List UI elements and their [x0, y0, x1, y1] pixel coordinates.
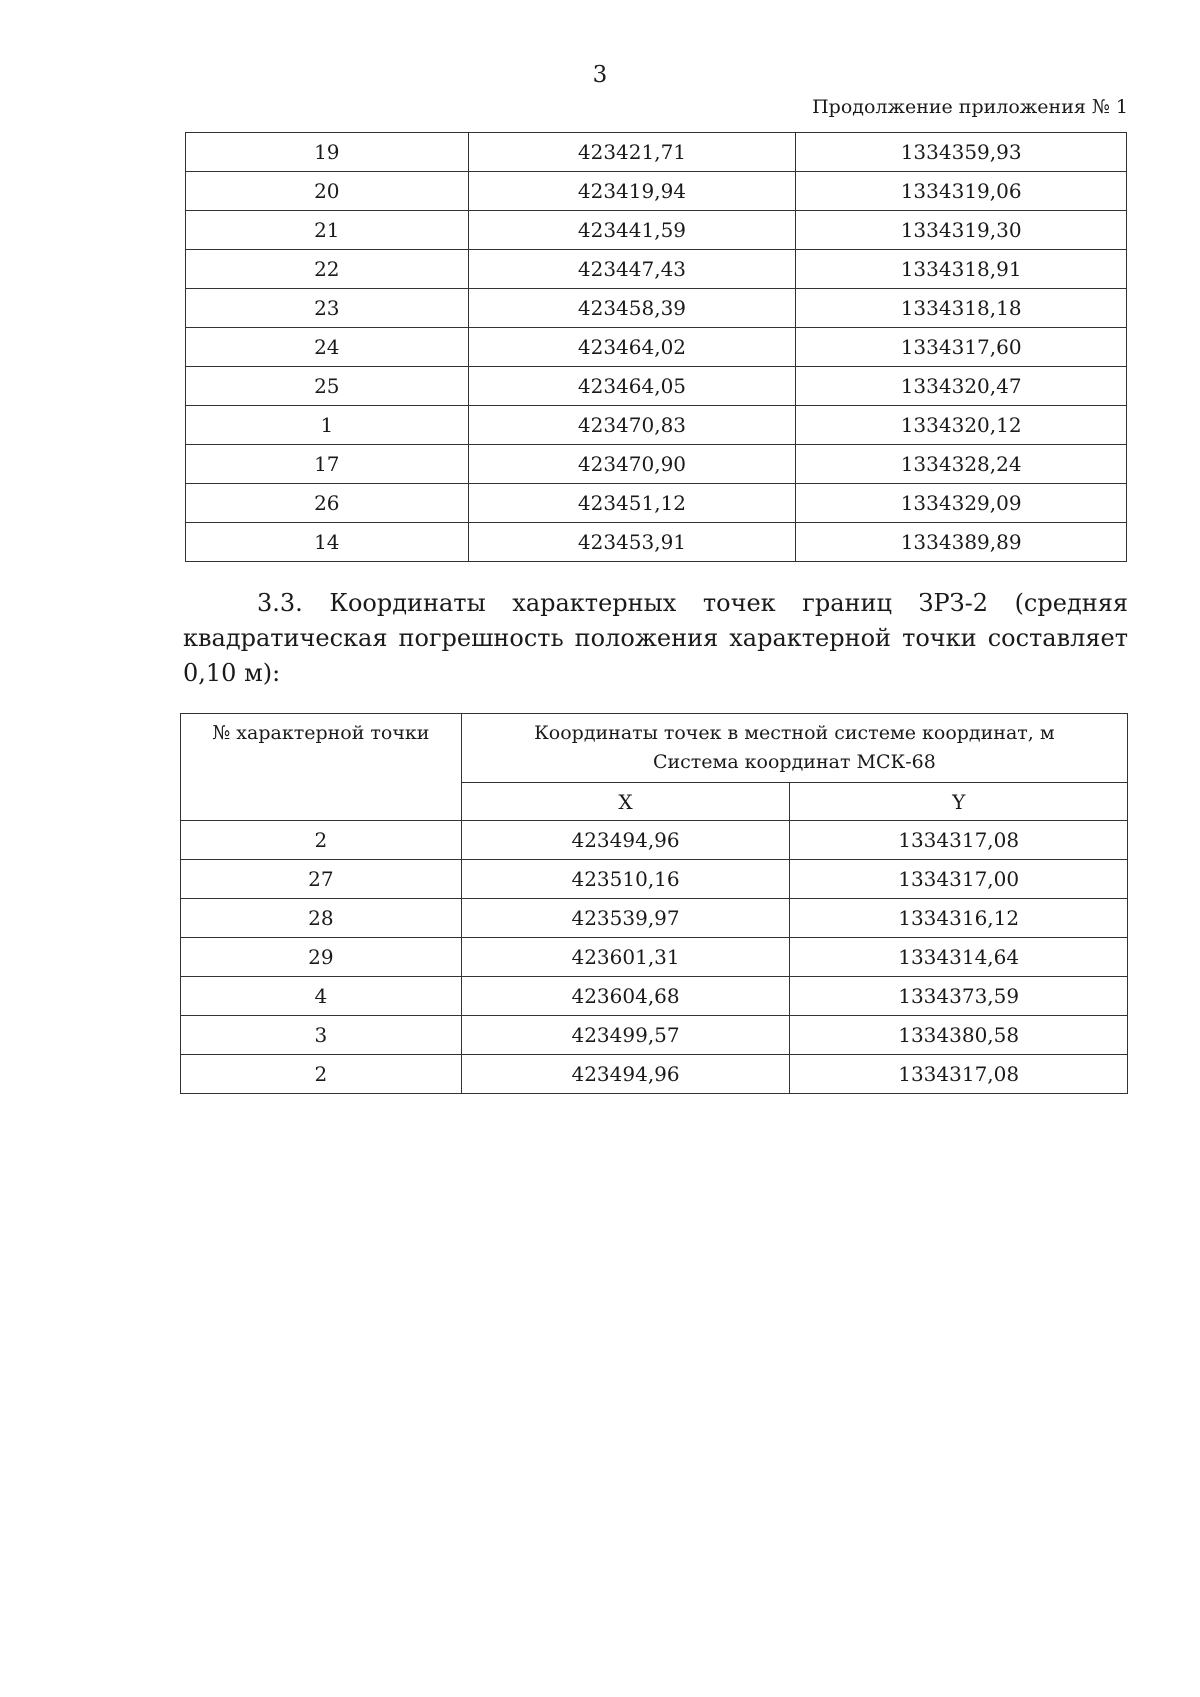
table-row: [181, 899, 1128, 938]
y-coordinate-cell: 1334318,91: [796, 250, 1127, 289]
point-number-cell: 21: [186, 211, 469, 250]
y-coordinate-cell: 1334329,09: [796, 484, 1127, 523]
y-coordinate-cell: 1334316,12: [790, 899, 1128, 938]
point-number-cell: 20: [186, 172, 469, 211]
y-coordinate-cell: 1334320,12: [796, 406, 1127, 445]
table-row: [181, 860, 1128, 899]
y-coordinate-cell: 1334389,89: [796, 523, 1127, 562]
x-coordinate-cell: 423447,43: [468, 250, 796, 289]
table-row: [186, 172, 1127, 211]
point-number-cell: 26: [186, 484, 469, 523]
header-coordinates-line2: Система координат МСК-68: [652, 751, 936, 773]
y-coordinate-cell: 1334318,18: [796, 289, 1127, 328]
y-coordinate-cell: 1334317,08: [790, 821, 1128, 860]
point-number-cell: 28: [181, 899, 462, 938]
table-row: [186, 211, 1127, 250]
zrz2-coordinates-table: [180, 713, 1128, 1094]
table-row: [186, 133, 1127, 172]
x-coordinate-cell: 423419,94: [468, 172, 796, 211]
point-number-cell: 2: [181, 821, 462, 860]
y-coordinate-cell: 1334317,60: [796, 328, 1127, 367]
x-coordinate-cell: 423604,68: [461, 977, 790, 1016]
coordinates-table-continued-body: [186, 133, 1127, 562]
x-coordinate-cell: 423499,57: [461, 1016, 790, 1055]
point-number-cell: 22: [186, 250, 469, 289]
header-x: X: [461, 783, 790, 821]
point-number-cell: 14: [186, 523, 469, 562]
table-row: [181, 821, 1128, 860]
y-coordinate-cell: 1334314,64: [790, 938, 1128, 977]
table-row: [186, 484, 1127, 523]
x-coordinate-cell: 423451,12: [468, 484, 796, 523]
x-coordinate-cell: 423458,39: [468, 289, 796, 328]
y-coordinate-cell: 1334380,58: [790, 1016, 1128, 1055]
y-coordinate-cell: 1334320,47: [796, 367, 1127, 406]
table-row: [186, 328, 1127, 367]
table-row: [181, 938, 1128, 977]
x-coordinate-cell: 423601,31: [461, 938, 790, 977]
y-coordinate-cell: 1334317,00: [790, 860, 1128, 899]
table-row: [186, 406, 1127, 445]
appendix-note: Продолжение приложения № 1: [812, 96, 1128, 118]
table-row: [186, 250, 1127, 289]
y-coordinate-cell: 1334328,24: [796, 445, 1127, 484]
page-number: 3: [592, 62, 608, 88]
table-row: [181, 1055, 1128, 1094]
point-number-cell: 1: [186, 406, 469, 445]
x-coordinate-cell: 423494,96: [461, 821, 790, 860]
y-coordinate-cell: 1334317,08: [790, 1055, 1128, 1094]
point-number-cell: 25: [186, 367, 469, 406]
point-number-cell: 24: [186, 328, 469, 367]
point-number-cell: 3: [181, 1016, 462, 1055]
y-coordinate-cell: 1334319,30: [796, 211, 1127, 250]
table-header-row: [181, 714, 1128, 783]
point-number-cell: 27: [181, 860, 462, 899]
x-coordinate-cell: 423470,90: [468, 445, 796, 484]
y-coordinate-cell: 1334319,06: [796, 172, 1127, 211]
x-coordinate-cell: 423539,97: [461, 899, 790, 938]
header-coordinates: [461, 714, 1127, 783]
y-coordinate-cell: 1334359,93: [796, 133, 1127, 172]
point-number-cell: 17: [186, 445, 469, 484]
x-coordinate-cell: 423421,71: [468, 133, 796, 172]
table-row: [186, 523, 1127, 562]
point-number-cell: 29: [181, 938, 462, 977]
zrz2-coordinates-table-body: [181, 821, 1128, 1094]
x-coordinate-cell: 423464,05: [468, 367, 796, 406]
x-coordinate-cell: 423464,02: [468, 328, 796, 367]
header-coordinates-line1: Координаты точек в местной системе координат, м: [534, 722, 1055, 744]
y-coordinate-cell: 1334373,59: [790, 977, 1128, 1016]
table-row: [181, 977, 1128, 1016]
point-number-cell: 23: [186, 289, 469, 328]
section-3-3-paragraph: 3.3. Координаты характерных точек границ ЗРЗ-2 (средняя квадратическая погрешность положения характерной точки составляет 0,10 м):: [183, 589, 1128, 687]
x-coordinate-cell: 423494,96: [461, 1055, 790, 1094]
point-number-cell: 2: [181, 1055, 462, 1094]
point-number-cell: 19: [186, 133, 469, 172]
x-coordinate-cell: 423470,83: [468, 406, 796, 445]
table-row: [186, 367, 1127, 406]
table-row: [181, 1016, 1128, 1055]
header-y: Y: [790, 783, 1128, 821]
x-coordinate-cell: 423441,59: [468, 211, 796, 250]
coordinates-table-continued: [185, 132, 1127, 562]
table-row: [186, 445, 1127, 484]
table-row: [186, 289, 1127, 328]
point-number-cell: 4: [181, 977, 462, 1016]
x-coordinate-cell: 423510,16: [461, 860, 790, 899]
header-point-number: № характерной точки: [181, 714, 462, 821]
x-coordinate-cell: 423453,91: [468, 523, 796, 562]
